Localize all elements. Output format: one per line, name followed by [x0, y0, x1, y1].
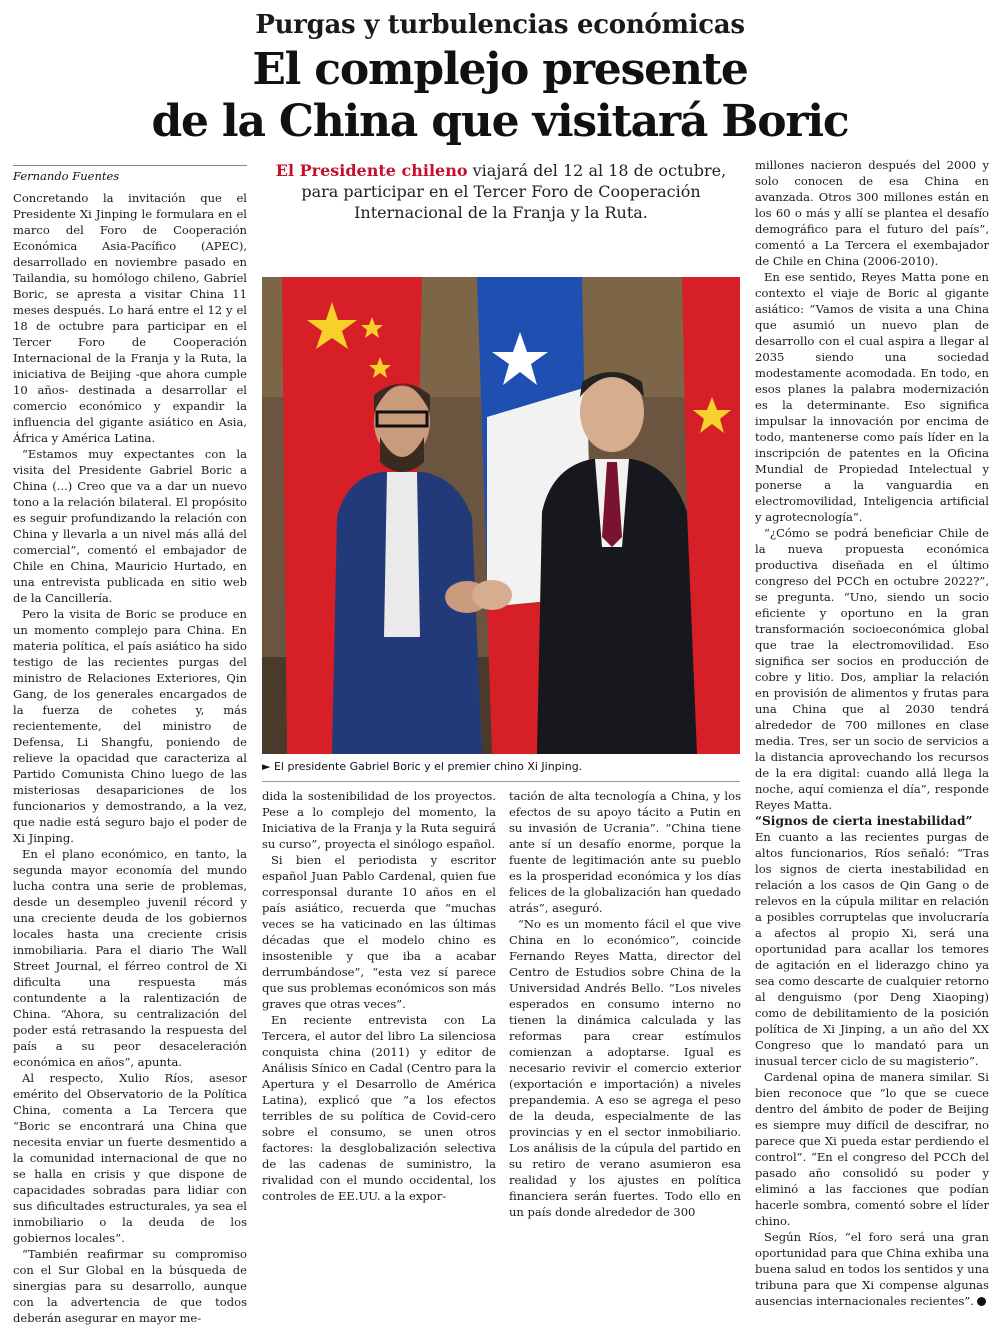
paragraph: En ese sentido, Reyes Matta pone en contexto el viaje de Boric al gigante asiático: “Vamos de visita a una China que asumió un nuevo plan de desarrollo con el cual aspira a llegar al 2035 siendo una sociedad modestamente acomodada. En todo, en esos planes la palabra modernización es la determinante. Eso significa impulsar la innovación por encima de todo, mantenerse como país líder en la inscripción de patentes en la Oficina Mundial de Propiedad Intelectual y ponerse a la vanguardia en electromovilidad, Inteligencia artificial y agrotecnología”.: [755, 270, 989, 524]
article-column-3: [509, 788, 741, 1220]
byline-rule: [13, 165, 247, 166]
article-column-2: [262, 788, 496, 1204]
paragraph: tación de alta tecnología a China, y los efectos de su apoyo tácito a Putin en su invasión de Ucrania”. “China tiene ante sí un desafío enorme, porque la fuente de legitimación ante su pueblo es la prosperidad económica y los días felices de la globalización han quedado atrás”, aseguró.: [509, 789, 741, 915]
caption-rule: [262, 781, 740, 782]
lead-highlight: El Presidente chileno: [275, 161, 468, 180]
section-subhead: “Signos de cierta inestabilidad”: [755, 814, 973, 828]
lead-paragraph: [262, 160, 740, 223]
photo-icon: [262, 277, 740, 754]
paragraph: En el plano económico, en tanto, la segunda mayor economía del mundo lucha contra una serie de problemas, desde un desempleo juvenil récord y una creciente deuda de los gobiernos locales hasta una creciente crisis inmobiliaria. Para el diario The Wall Street Journal, el férreo control de Xi dificulta una respuesta más contundente a la ralentización de China. “Ahora, su centralización del poder está retrasando la respuesta del país a su peor desaceleración económica en años”, apunta.: [13, 847, 247, 1069]
paragraph: Pero la visita de Boric se produce en un momento complejo para China. En materia política, el país asiático ha sido testigo de las recientes purgas del ministro de Relaciones Exteriores, Qin Gang, de los generales encargados de la fuerza de cohetes y, más recientemente, del ministro de Defensa, Li Shangfu, poniendo de relieve la opacidad que caracteriza al Partido Comunista Chino luego de las misteriosas desapariciones de los funcionarios y demostrando, a la vez, que nadie está seguro bajo el poder de Xi Jinping.: [13, 607, 247, 845]
photo: [262, 277, 740, 754]
lead-text: viajará del 12 al 18 de octubre, para participar en el Tercer Foro de Cooperación Internacional de la Franja y la Ruta.: [301, 161, 727, 222]
paragraph: Concretando la invitación que el Presidente Xi Jinping le formulara en el marco del Foro de Cooperación Económica Asia-Pacífico (APEC), desarrollado en noviembre pasado en Tailandia, su homólogo chileno, Gabriel Boric, se apresta a visitar China 11 meses después. Lo hará entre el 12 y el 18 de octubre para participar en el Tercer Foro de Cooperación Internacional de la Franja y la Ruta, la iniciativa de Beijing -que ahora cumple 10 años- destinada a desarrollar el comercio económico y expandir la influencia del gigante asiático en Asia, África y América Latina.: [13, 191, 247, 445]
paragraph: “También reafirmar su compromiso con el Sur Global en la búsqueda de sinergias para su desarrollo, aunque con la advertencia de que todos deberán asegurar en mayor me-: [13, 1247, 247, 1325]
headline-line-1: El complejo presente: [252, 44, 748, 95]
paragraph: En cuanto a las recientes purgas de altos funcionarios, Ríos señaló: “Tras los signos de cierta inestabilidad en relación a los casos de Qin Gang o de relevos en la cúpula militar en relación a posibles corruptelas que involucraría a afectos al propio Xi, será una oportunidad para acallar los temores de agitación en el liderazgo chino ya sea como descarte de cualquier retorno al denguismo (por Deng Xiaoping) como de debilitamiento de la posición política de Xi Jinping, a un año del XX Congreso que lo mandató para un inusual tercer ciclo de su magisterio”.: [755, 830, 989, 1068]
end-mark-icon: [977, 1297, 986, 1306]
paragraph: “Estamos muy expectantes con la visita del Presidente Gabriel Boric a China (...) Creo que va a dar un nuevo tono a la relación bilateral. El propósito es seguir profundizando la relación con China y llevarla a un nivel más allá del comercial”, comentó el embajador de Chile en China, Mauricio Hurtado, en una entrevista publicada en sitio web de la Cancillería.: [13, 447, 247, 605]
article-column-1: [13, 190, 247, 1326]
paragraph: millones nacieron después del 2000 y solo conocen de esa China en avanzada. Otros 300 millones están en los 60 o más y allí se plantea el desafío demográfico para el futuro del país”, comentó a La Tercera el exembajador de Chile en China (2006-2010).: [755, 158, 989, 268]
kicker: Purgas y turbulencias económicas: [255, 10, 745, 40]
headline: [0, 44, 1000, 148]
paragraph: dida la sostenibilidad de los proyectos. Pese a lo complejo del momento, la Iniciativa de la Franja y la Ruta seguirá su curso”, proyecta el sinólogo español.: [262, 789, 496, 851]
paragraph: Cardenal opina de manera similar. Si bien reconoce que “lo que se cuece dentro del ámbito de poder de Beijing es siempre muy difícil de descifrar, no parece que Xi pueda estar perdiendo el control”. “En el congreso del PCCh del pasado año consolidó su poder y eliminó a las facciones que podían hacerle sombra, comentó sobre el líder chino.: [755, 1070, 989, 1228]
paragraph: Al respecto, Xulio Ríos, asesor emérito del Observatorio de la Política China, comenta a La Tercera que “Boric se encontrará una China que necesita enviar un fuerte desmentido a la comunidad internacional de que no se halla en crisis y que dispone de capacidades sobradas para lidiar con sus dificultades estructurales, ya sea el inmobiliario o la deuda de los gobiernos locales”.: [13, 1071, 247, 1245]
paragraph: “¿Cómo se podrá beneficiar Chile de la nueva propuesta económica productiva diseñada en el último congreso del PCCh en octubre 2022?”, se pregunta. “Uno, siendo un socio eficiente y oportuno en la gran transformación socioeconómica global que trae la electromovilidad. Eso significa ser socios en producción de cobre y litio. Dos, ampliar la relación en provisión de alimentos y frutas para una China que al 2030 tendrá alrededor de 700 millones en clase media. Tres, ser un socio de servicios a la distancia aprovechando los recursos de la era digital: cuando allá llega la noche, aquí comienza el día”, responde Reyes Matta.: [755, 526, 989, 812]
caption-marker: ►: [262, 760, 271, 773]
photo-caption: [262, 760, 740, 773]
headline-line-2: de la China que visitará Boric: [151, 96, 849, 147]
paragraph-final: [755, 1229, 989, 1309]
paragraph: Si bien el periodista y escritor español Juan Pablo Cardenal, quien fue corresponsal durante 10 años en el país asiático, recuerda que “muchas veces se ha vaticinado en las últimas décadas que el modelo chino es insostenible y que iba a acabar derrumbándose”, “esta vez sí parece que sus problemas económicos son más graves que otras veces”.: [262, 853, 496, 1011]
paragraph-text: Según Ríos, “el foro será una gran oportunidad para que China exhiba una buena salud en todos los sentidos y una tribuna para que Xi compense algunas ausencias internacionales recientes”.: [755, 1230, 989, 1308]
article-column-4: [755, 157, 989, 1309]
byline: Fernando Fuentes: [13, 169, 120, 183]
paragraph: En reciente entrevista con La Tercera, el autor del libro La silenciosa conquista china (2011) y editor de Análisis Sínico en Cadal (Centro para la Apertura y el Desarrollo de América Latina), explicó que “a los efectos terribles de su política de Covid-cero sobre el consumo, se unen otros factores: la desglobalización selectiva de las cadenas de suministro, la rivalidad con el mundo occidental, los controles de EE.UU. a la expor-: [262, 1013, 496, 1203]
caption-text: El presidente Gabriel Boric y el premier chino Xi Jinping.: [273, 760, 583, 773]
paragraph: “No es un momento fácil el que vive China en lo económico”, coincide Fernando Reyes Matta, director del Centro de Estudios sobre China de la Universidad Andrés Bello. “Los niveles esperados en consumo interno no tienen la dinámica calculada y las reformas para crear estímulos comienzan a adoptarse. Igual es necesario revivir el comercio exterior (exportación e importación) a niveles prepandemia. A eso se agrega el peso de la deuda, especialmente de las provincias y en el sector inmobiliario. Los análisis de la cúpula del partido en su retiro de verano asumieron esa realidad y los ajustes en política financiera serán fuertes. Todo ello en un país donde alrededor de 300: [509, 917, 741, 1219]
